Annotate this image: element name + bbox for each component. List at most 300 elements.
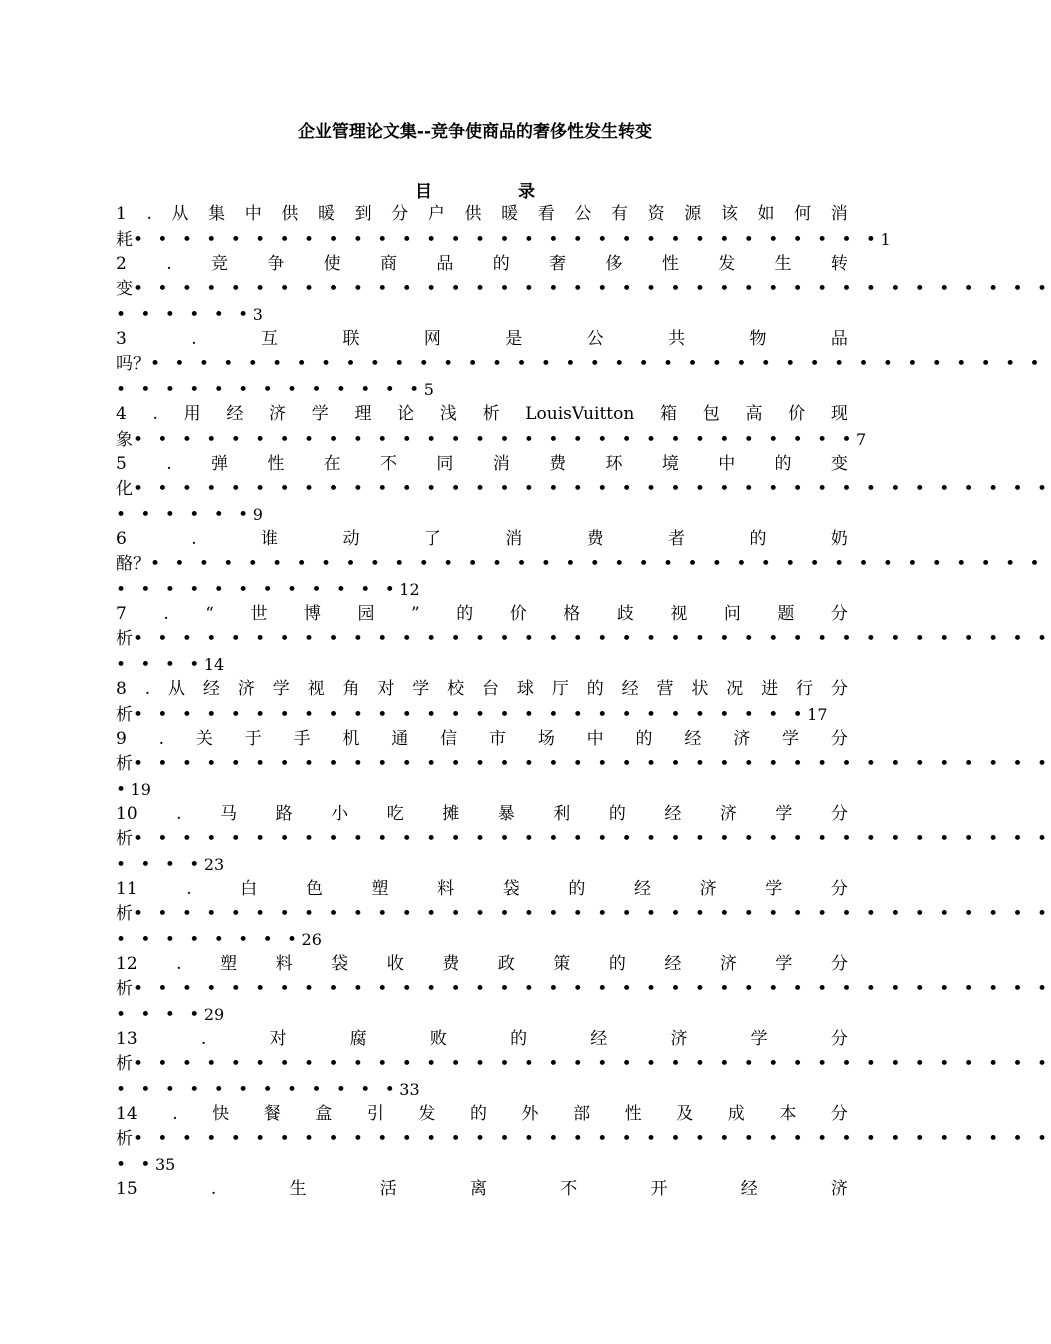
toc-leader-dots: • • • • • • • • <box>116 930 302 950</box>
toc-page-number: 33 <box>399 1080 420 1099</box>
toc-entry-leader-line <box>116 352 1045 377</box>
toc-entry-token: 不 <box>560 1179 578 1199</box>
toc-entry-token: 色 <box>305 879 323 899</box>
toc-entry-token: 14 <box>116 1104 138 1124</box>
toc-entry-title-line <box>116 1102 848 1127</box>
toc-entry-token: . <box>176 954 182 974</box>
toc-entry-token: 球 <box>516 679 534 699</box>
toc-entry-token: 经 <box>664 954 682 974</box>
toc-entry-token: 费 <box>549 454 567 474</box>
toc-page-number: 5 <box>423 380 434 399</box>
toc-entry-token: 论 <box>397 404 415 424</box>
toc-entry-token: . <box>186 879 192 899</box>
toc-entry-leader-line <box>116 1152 848 1177</box>
toc-entry-token: 的 <box>510 1029 528 1049</box>
toc-entry-token: 济 <box>269 404 287 424</box>
toc-entry-tail: 吗？ <box>116 354 150 374</box>
toc-leader-dots: • • • • • • • • • • • • • <box>116 380 424 400</box>
toc-page-number: 23 <box>203 855 225 874</box>
toc-entry-leader-line <box>116 752 1051 777</box>
toc-entry[interactable] <box>116 1177 848 1202</box>
toc-entry-token: 暴 <box>497 804 515 824</box>
toc-entry-token: 外 <box>521 1104 539 1124</box>
toc-entry-token: . <box>152 404 158 424</box>
toc-entry-token: 价 <box>509 604 527 624</box>
toc-entry-token: 分 <box>391 204 409 224</box>
toc-entry-token: 环 <box>605 454 623 474</box>
toc-entry-token: 理 <box>354 404 372 424</box>
toc-entry-tail: 析 <box>116 979 133 999</box>
toc-entry-token: 10 <box>116 804 138 824</box>
toc-entry-token: 经 <box>621 679 639 699</box>
toc-entry-leader-line <box>116 652 848 677</box>
toc-entry-token: 性 <box>661 254 679 274</box>
toc-leader-dots: • • • • • • <box>116 305 253 325</box>
toc-entry-token: 中 <box>244 204 262 224</box>
toc-entry-token: 分 <box>830 1104 848 1124</box>
toc-entry[interactable] <box>116 952 1051 1027</box>
toc-entry-tail: 析 <box>116 1054 133 1074</box>
toc-leader-dots: • • • • • • • • • • • • • • • • • • • • • • • • • • • • • • • • • • • • • • <box>133 279 1051 299</box>
toc-entry-token: 2 <box>116 254 127 274</box>
toc-entry-tail: 变 <box>116 279 133 299</box>
toc-entry-token: 经 <box>590 1029 608 1049</box>
toc-entry-token: 学 <box>775 804 793 824</box>
toc-entry-token: . <box>191 529 197 549</box>
toc-entry-tail: 析 <box>116 829 133 849</box>
toc-entry-token: 消 <box>505 529 523 549</box>
toc-entry-token: 学 <box>412 679 430 699</box>
toc-heading: 目 录 <box>415 182 575 202</box>
toc-entry[interactable] <box>116 727 1051 802</box>
document-title: 企业管理论文集--竞争使商品的奢侈性发生转变 <box>297 122 653 142</box>
toc-entry-token: 吃 <box>386 804 404 824</box>
toc-entry-token: 是 <box>505 329 523 349</box>
toc-entry-token: 费 <box>586 529 604 549</box>
toc-entry-token: 品 <box>436 254 454 274</box>
toc-entry-token: 餐 <box>263 1104 281 1124</box>
toc-entry[interactable] <box>116 1027 1051 1102</box>
toc-leader-dots: • • • • • • • • • • • • • • • • • • • • • • • • • • • • • • <box>133 430 857 450</box>
toc-entry-title-line <box>116 452 848 477</box>
toc-entry-leader-line <box>116 1077 848 1102</box>
toc-entry-token: . <box>166 254 172 274</box>
toc-entry-token: 济 <box>237 679 255 699</box>
toc-entry-token: 的 <box>469 1104 487 1124</box>
toc-entry-token: 公 <box>574 204 592 224</box>
toc-leader-dots: • • • • • • <box>116 505 253 525</box>
toc-entry[interactable] <box>116 202 891 252</box>
toc-page-number: 19 <box>130 780 151 799</box>
toc-entry-title-line <box>116 952 848 977</box>
toc-entry-token: 学 <box>272 679 290 699</box>
toc-entry-leader-line <box>116 702 848 727</box>
toc-entry-token: 济 <box>719 954 737 974</box>
toc-entry-token: 性 <box>624 1104 642 1124</box>
toc-entry-token: 消 <box>492 454 510 474</box>
toc-entry-token: 看 <box>537 204 555 224</box>
toc-entry-token: 济 <box>830 1179 848 1199</box>
toc-leader-dots: • • <box>116 1155 155 1175</box>
toc-entry-token: 学 <box>750 1029 768 1049</box>
toc-entry-token: “ <box>205 604 214 624</box>
toc-entry-token: 侈 <box>605 254 623 274</box>
toc-entry-token: 博 <box>304 604 321 624</box>
toc-entry-token: 分 <box>830 954 848 974</box>
toc-entry-token: 中 <box>586 729 604 749</box>
toc-entry-token: 6 <box>116 529 127 549</box>
toc-entry-token: LouisVuitton <box>525 404 635 424</box>
toc-entry-leader-line <box>116 227 891 252</box>
toc-leader-dots: • • • • <box>116 1005 204 1025</box>
toc-entry-token: 转 <box>830 254 848 274</box>
toc-entry-token: 9 <box>116 729 127 749</box>
toc-entry-token: 路 <box>275 804 293 824</box>
toc-entry-token: 学 <box>782 729 800 749</box>
toc-entry-leader-line <box>116 902 1051 927</box>
toc-entry-token: 箱 <box>660 404 678 424</box>
toc-entry-tail: 析 <box>116 904 133 924</box>
toc-entry-token: 性 <box>267 454 285 474</box>
toc-entry-title-line <box>116 877 848 902</box>
toc-entry-token: 世 <box>250 604 268 624</box>
toc-entry-token: 本 <box>779 1104 797 1124</box>
toc-entry-token: 的 <box>774 454 792 474</box>
toc-entry-token: 离 <box>469 1179 487 1199</box>
toc-entry-token: 品 <box>830 329 848 349</box>
toc-entry-token: 现 <box>830 404 848 424</box>
toc-entry-token: 12 <box>116 954 138 974</box>
toc-entry-title-line <box>116 202 848 227</box>
toc-entry-leader-line <box>116 377 848 402</box>
toc-entry-token: 盒 <box>315 1104 333 1124</box>
toc-entry-token: 问 <box>723 604 741 624</box>
toc-entry-token: 厅 <box>551 679 569 699</box>
toc-entry-token: 生 <box>289 1179 307 1199</box>
toc-entry-token: 白 <box>240 879 258 899</box>
toc-entry[interactable] <box>116 877 1051 952</box>
toc-entry-tail: 酪？ <box>116 554 150 574</box>
toc-entry-title-line <box>116 527 848 552</box>
toc-entry-tail: 析 <box>116 1129 133 1149</box>
toc-entry-token: 者 <box>668 529 686 549</box>
toc-entry-leader-line <box>116 977 1051 1002</box>
toc-entry-title-line <box>116 802 848 827</box>
toc-entry-token: 发 <box>718 254 736 274</box>
toc-entry-token: 的 <box>456 604 474 624</box>
toc-entry-leader-line <box>116 1052 1051 1077</box>
toc-entry-token: 济 <box>733 729 751 749</box>
toc-entry-token: 进 <box>761 679 779 699</box>
toc-page-number: 35 <box>154 1155 176 1174</box>
toc-entry-token: 的 <box>608 954 626 974</box>
toc-entry-token: 从 <box>171 204 189 224</box>
toc-entry-token: 联 <box>342 329 360 349</box>
toc-entry-token: 歧 <box>616 604 634 624</box>
toc-entry-token: 摊 <box>442 804 460 824</box>
toc-entry-token: ” <box>411 604 420 624</box>
toc-entry-token: 不 <box>380 454 398 474</box>
toc-entry-token: 户 <box>427 204 445 224</box>
toc-leader-dots: • • • • • • • • • • • • • • • • • • • • • • • • • • • • • • • • • • • • • • <box>133 829 1051 849</box>
toc-entry-token: 状 <box>691 679 709 699</box>
toc-entry-tail: 析 <box>116 629 133 649</box>
toc-entry-token: 浅 <box>439 404 457 424</box>
toc-entry-token: 共 <box>668 329 686 349</box>
toc-entry-token: 袋 <box>502 879 520 899</box>
toc-entry-token: 手 <box>293 729 311 749</box>
toc-entry-token: . <box>166 454 172 474</box>
toc-entry-leader-line <box>116 927 848 952</box>
toc-entry[interactable] <box>116 602 1051 677</box>
toc-entry-token: 暖 <box>317 204 335 224</box>
toc-entry-token: 生 <box>774 254 792 274</box>
toc-entry-token: 该 <box>720 204 738 224</box>
toc-entry-token: 同 <box>436 454 454 474</box>
toc-entry-title-line <box>116 727 848 752</box>
toc-entry-token: 了 <box>423 529 441 549</box>
toc-entry-token: 败 <box>429 1029 447 1049</box>
toc-entry-token: 公 <box>586 329 604 349</box>
toc-entry[interactable] <box>116 527 1045 602</box>
toc-entry-token: 供 <box>281 204 299 224</box>
toc-entry-token: 11 <box>116 879 138 899</box>
toc-entry-token: 济 <box>670 1029 688 1049</box>
toc-entry[interactable] <box>116 802 1051 877</box>
toc-entry-token: 弹 <box>210 454 228 474</box>
toc-entry-token: . <box>144 679 151 699</box>
toc-entry-token: 在 <box>323 454 341 474</box>
toc-entry-token: 的 <box>608 804 626 824</box>
toc-entry-token: 分 <box>830 1029 848 1049</box>
toc-entry-token: 经 <box>202 679 220 699</box>
toc-entry-token: 奶 <box>830 529 848 549</box>
toc-entry-token: . <box>163 604 169 624</box>
toc-entry-token: 园 <box>357 604 375 624</box>
toc-entry-token: 快 <box>212 1104 230 1124</box>
toc-entry-token: 学 <box>765 879 783 899</box>
toc-entry[interactable] <box>116 252 1051 327</box>
toc-entry-token: 动 <box>342 529 360 549</box>
toc-entry-token: 源 <box>684 204 702 224</box>
toc-entry-token: 竞 <box>210 254 228 274</box>
toc-entry-token: 马 <box>220 804 238 824</box>
toc-entry-token: 角 <box>342 679 360 699</box>
toc-leader-dots: • • • • • • • • • • • • • • • • • • • • • • • • • • • • • • • • • • • • • • <box>133 1129 1051 1149</box>
toc-entry-token: 8 <box>116 679 127 699</box>
toc-entry-token: 部 <box>573 1104 591 1124</box>
toc-entry-token: 用 <box>183 404 201 424</box>
toc-page-number: 7 <box>856 430 867 449</box>
toc-entry-leader-line <box>116 552 1045 577</box>
toc-entry-token: 的 <box>749 529 767 549</box>
toc-entry-token: 及 <box>676 1104 694 1124</box>
toc-entry-token: 收 <box>386 954 404 974</box>
toc-entry-token: 料 <box>275 954 293 974</box>
toc-entry-token: 发 <box>418 1104 436 1124</box>
toc-entry-token: . <box>172 1104 178 1124</box>
toc-entry-tail: 象 <box>116 430 133 450</box>
toc-entry-token: 7 <box>116 604 127 624</box>
toc-entry[interactable] <box>116 327 1045 402</box>
toc-leader-dots: • • • • • • • • • • • • • • • • • • • • • • • • • • • • <box>133 705 808 725</box>
toc-entry-token: 分 <box>830 804 848 824</box>
toc-entry-token: 场 <box>537 729 555 749</box>
toc-entry-token: 价 <box>788 404 806 424</box>
toc-entry-token: 包 <box>702 404 720 424</box>
toc-entry-token: . <box>191 329 197 349</box>
toc-entry-token: 的 <box>492 254 510 274</box>
toc-page-number: 17 <box>807 705 828 724</box>
toc-entry-token: 的 <box>586 679 604 699</box>
toc-entry-token: 经 <box>740 1179 758 1199</box>
toc-entry-token: 开 <box>650 1179 668 1199</box>
toc-page-number: 14 <box>203 655 225 674</box>
toc-entry-token: . <box>176 804 182 824</box>
toc-entry-token: . <box>158 729 165 749</box>
toc-entry-token: 关 <box>195 729 213 749</box>
toc-leader-dots: • • • • • • • • • • • • • • • • • • • • • • • • • • • • • • • • • • • • • • <box>133 479 1051 499</box>
toc-entry-token: 高 <box>745 404 763 424</box>
toc-entry-title-line <box>116 602 848 627</box>
toc-entry-token: 1 <box>116 204 127 224</box>
table-of-contents <box>116 202 1051 1202</box>
toc-entry-title-line <box>116 1027 848 1052</box>
toc-entry-title-line <box>116 252 848 277</box>
toc-entry-leader-line <box>116 427 867 452</box>
toc-entry-token: 的 <box>568 879 586 899</box>
toc-entry-token: 物 <box>749 329 767 349</box>
toc-leader-dots: • • • • • • • • • • • • • • • • • • • • • • • • • • • • • • • • • • • • • • <box>133 754 1051 774</box>
toc-entry-token: 从 <box>168 679 186 699</box>
toc-entry-token: 视 <box>307 679 325 699</box>
toc-entry-token: 境 <box>661 454 679 474</box>
toc-page-number: 3 <box>252 305 263 324</box>
toc-entry-token: 利 <box>553 804 571 824</box>
toc-entry-tail: 析 <box>116 705 133 725</box>
toc-entry[interactable] <box>116 402 867 452</box>
toc-entry-token: 台 <box>482 679 500 699</box>
toc-entry-leader-line <box>116 1127 1051 1152</box>
toc-entry-token: 奢 <box>549 254 567 274</box>
toc-entry-token: 分 <box>830 604 848 624</box>
toc-entry-token: 对 <box>269 1029 287 1049</box>
toc-entry-token: 经 <box>684 729 702 749</box>
toc-leader-dots: • • • • • • • • • • • • <box>116 1080 400 1100</box>
toc-entry-leader-line <box>116 577 848 602</box>
toc-leader-dots: • • • • <box>116 855 204 875</box>
toc-entry-token: 策 <box>553 954 571 974</box>
toc-entry-token: 视 <box>670 604 688 624</box>
toc-leader-dots: • • • • • • • • • • • • <box>116 580 400 600</box>
toc-entry-token: 析 <box>482 404 500 424</box>
toc-page-number: 26 <box>301 930 322 949</box>
toc-entry-token: 经 <box>664 804 682 824</box>
toc-entry-token: 暖 <box>501 204 519 224</box>
toc-entry-token: 分 <box>830 879 848 899</box>
toc-entry-token: . <box>210 1179 217 1199</box>
toc-page-number: 1 <box>880 230 891 249</box>
toc-entry-token: 营 <box>656 679 674 699</box>
toc-entry-token: 中 <box>718 454 736 474</box>
toc-entry-token: 成 <box>727 1104 745 1124</box>
toc-entry-token: 引 <box>366 1104 384 1124</box>
toc-leader-dots: • • • • • • • • • • • • • • • • • • • • • • • • • • • • • • • • • • • • • • <box>133 629 1051 649</box>
toc-entry-token: 争 <box>267 254 285 274</box>
toc-entry-token: 活 <box>379 1179 397 1199</box>
toc-entry-token: 经 <box>634 879 652 899</box>
toc-entry-token: 的 <box>635 729 653 749</box>
toc-entry-token: 对 <box>377 679 395 699</box>
toc-entry-token: 腐 <box>349 1029 367 1049</box>
toc-entry-token: 供 <box>464 204 482 224</box>
toc-entry-tail: 化 <box>116 479 133 499</box>
toc-entry-token: 分 <box>830 729 848 749</box>
toc-entry-title-line <box>116 1177 848 1202</box>
toc-entry-token: 塑 <box>220 954 238 974</box>
toc-page-number: 9 <box>252 505 263 524</box>
toc-entry-token: . <box>200 1029 207 1049</box>
toc-entry[interactable] <box>116 677 848 727</box>
toc-entry-token: 学 <box>775 954 793 974</box>
toc-entry-token: 袋 <box>331 954 349 974</box>
toc-leader-dots: • • • • • • • • • • • • • • • • • • • • • • • • • • • • • • • <box>133 230 881 250</box>
toc-entry-token: 有 <box>610 204 628 224</box>
toc-leader-dots: • • • • • • • • • • • • • • • • • • • • • • • • • • • • • • • • • • • • • • <box>133 904 1051 924</box>
toc-entry-token: 通 <box>391 729 409 749</box>
toc-entry-leader-line <box>116 477 1051 502</box>
toc-entry-token: 到 <box>354 204 372 224</box>
toc-entry-token: 如 <box>757 204 775 224</box>
toc-entry-leader-line <box>116 277 1051 302</box>
toc-entry-token: 学 <box>311 404 329 424</box>
toc-entry-token: 商 <box>380 254 398 274</box>
toc-entry-token: 经 <box>226 404 244 424</box>
toc-entry-title-line <box>116 327 848 352</box>
toc-entry-token: 政 <box>497 954 515 974</box>
toc-entry-token: 市 <box>488 729 506 749</box>
toc-entry-token: 分 <box>830 679 848 699</box>
toc-entry-token: 济 <box>699 879 717 899</box>
toc-entry-token: 互 <box>261 329 279 349</box>
toc-page-number: 29 <box>203 1005 225 1024</box>
toc-entry-token: . <box>146 204 152 224</box>
toc-leader-dots: • <box>116 780 131 800</box>
toc-entry[interactable] <box>116 1102 1051 1177</box>
toc-entry-token: 行 <box>796 679 814 699</box>
toc-entry-token: 网 <box>423 329 441 349</box>
toc-entry-token: 费 <box>442 954 460 974</box>
toc-entry-token: 消 <box>830 204 848 224</box>
toc-leader-dots: • • • • • • • • • • • • • • • • • • • • • • • • • • • • • • • • • • • • • <box>150 354 1045 374</box>
toc-leader-dots: • • • • • • • • • • • • • • • • • • • • • • • • • • • • • • • • • • • • • <box>150 554 1045 574</box>
toc-entry-token: 题 <box>777 604 795 624</box>
toc-entry-token: 于 <box>244 729 262 749</box>
toc-entry-token: 资 <box>647 204 665 224</box>
toc-entry-leader-line <box>116 502 848 527</box>
toc-entry-leader-line <box>116 777 848 802</box>
toc-leader-dots: • • • • • • • • • • • • • • • • • • • • • • • • • • • • • • • • • • • • • • <box>133 979 1051 999</box>
toc-leader-dots: • • • • • • • • • • • • • • • • • • • • • • • • • • • • • • • • • • • • • • <box>133 1054 1051 1074</box>
toc-entry-token: 校 <box>447 679 465 699</box>
toc-entry-token: 3 <box>116 329 127 349</box>
toc-entry-token: 塑 <box>371 879 389 899</box>
toc-leader-dots: • • • • <box>116 655 204 675</box>
toc-entry-token: 13 <box>116 1029 138 1049</box>
toc-entry[interactable] <box>116 452 1051 527</box>
toc-page-number: 12 <box>399 580 420 599</box>
toc-entry-token: 格 <box>563 604 581 624</box>
